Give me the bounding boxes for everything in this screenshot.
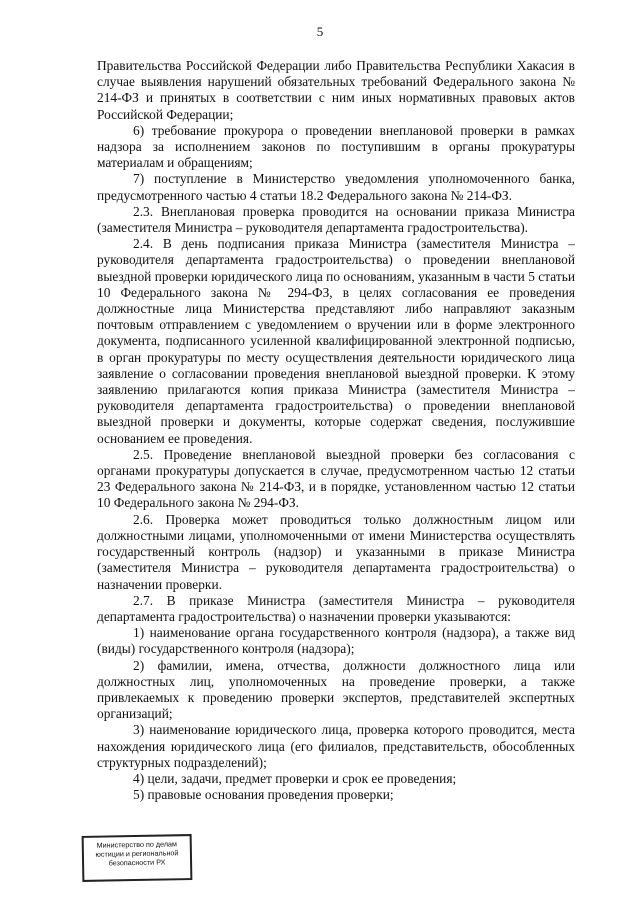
paragraph-2-5: 2.5. Проведение внеплановой выездной проверки без согласования с органами прокуратуры допускается в случае, предусмотренном частью 12 статьи 23 Федерального закона № 214-ФЗ, и в порядке, установленном частью 12 статьи 10 Федерального закона № 294-ФЗ. [97,446,575,511]
list-item-2: 2) фамилии, имена, отчества, должности должностного лица или должностных лиц, уполномоченных на проведение проверки, а также привлекаемых к проведению проверки экспертов, представителей экспертных организаций; [97,657,575,722]
paragraph-item-6: 6) требование прокурора о проведении внеплановой проверки в рамках надзора за исполнением законов по поступившим в органы прокуратуры материалам и обращениям; [97,122,575,171]
list-item-3: 3) наименование юридического лица, проверка которого проводится, места нахождения юридического лица (его филиалов, представительств, обособленных структурных подразделений); [97,722,575,770]
stamp-line: Министерство по делам [96,839,178,850]
paragraph-item-7: 7) поступление в Министерство уведомления уполномоченного банка, предусмотренного частью 4 статьи 18.2 Федерального закона № 214-ФЗ. [97,171,575,203]
stamp-line: безопасности РХ [108,857,166,868]
list-item-5: 5) правовые основания проведения проверки; [133,787,394,803]
paragraph-2-7: 2.7. В приказе Министра (заместителя Министра – руководителя департамента градостроительства) о назначении проверки указываются: [97,592,575,624]
document-body [97,58,575,803]
ministry-stamp [82,834,193,882]
list-item-4: 4) цели, задачи, предмет проверки и срок ее проведения; [133,770,457,786]
paragraph-2-4: 2.4. В день подписания приказа Министра (заместителя Министра – руководителя департамента градостроительства) о проведении внеплановой выездной проверки юридического лица по основаниям, указанным в части 5 статьи 10 Федерального закона № 294-ФЗ, в целях согласования ее проведения должностные лица Министерства представляют либо направляют заказным почтовым отправлением с уведомлением о вручении или в форме электронного документа, подписанного усиленной квалифицированной электронной подписью, в орган прокуратуры по месту осуществления деятельности юридического лица заявление о согласовании проведения внеплановой выездной проверки. К этому заявлению прилагаются копия приказа Министра (заместителя Министра – руководителя департамента градостроительства) о проведении внеплановой выездной проверки и документы, которые содержат сведения, послужившие основанием ее проведения. [97,236,575,446]
stamp-line: юстиции и региональной [95,848,179,859]
paragraph-2-6: 2.6. Проверка может проводиться только должностным лицом или должностными лицами, уполномоченными от имени Министерства осуществлять государственный контроль (надзор) и указанными в приказе Министра (заместителя Министра – руководителя департамента градостроительства) о назначении проверки. [97,511,575,592]
page-number: 5 [316,24,324,39]
paragraph-continuation: Правительства Российской Федерации либо Правительства Республики Хакасия в случае выявления нарушений обязательных требований Федерального закона № 214-ФЗ и принятых в соответствии с ним иных нормативных правовых актов Российской Федерации; [97,58,575,122]
list-item-1: 1) наименование органа государственного контроля (надзора), а также вид (виды) государственного контроля (надзора); [97,625,575,657]
paragraph-2-3: 2.3. Внеплановая проверка проводится на основании приказа Министра (заместителя Министра – руководителя департамента градостроительства). [97,203,575,236]
